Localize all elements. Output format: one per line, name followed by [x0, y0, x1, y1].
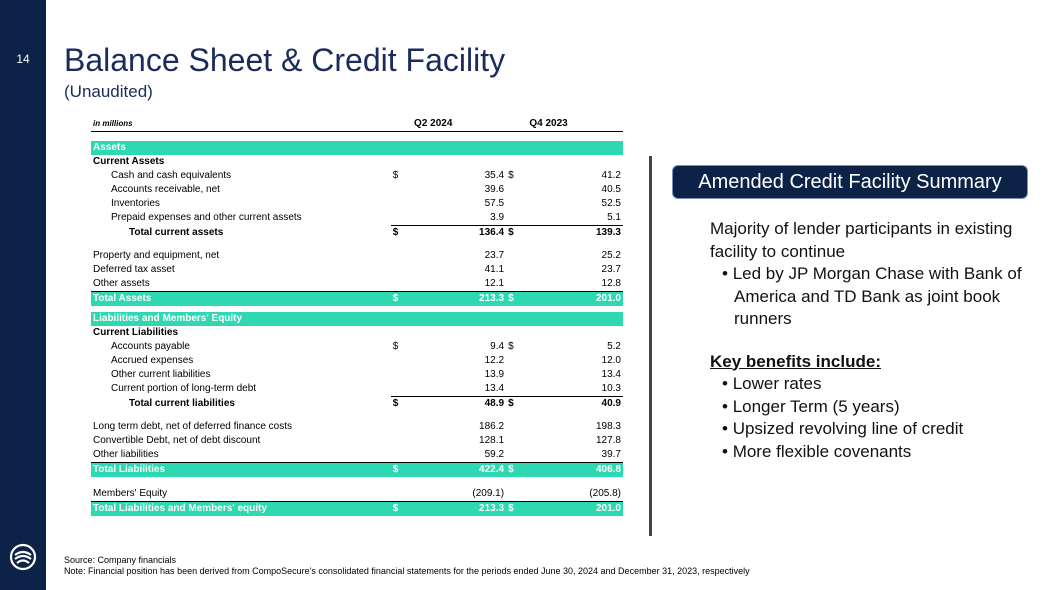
col-header-q4-2023: Q4 2023 — [527, 117, 623, 132]
sidebar-band — [0, 0, 46, 590]
benefit-bullets — [710, 373, 1030, 463]
table-row: Other current liabilities 13.9 13.4 — [111, 369, 621, 380]
unit-label: in millions — [91, 117, 391, 132]
credit-facility-body — [710, 218, 1030, 463]
table-row: Total current liabilities $ 48.9 $ 40.9 — [129, 397, 621, 409]
financial-note: Note: Financial position has been derived from CompoSecure's consolidated financial statements for the periods ended June 30, 2024 and December 31, 2023, respectively — [64, 566, 750, 576]
intro-bullets — [710, 263, 1030, 331]
col-header-q2-2024: Q2 2024 — [412, 117, 506, 132]
page-subtitle: (Unaudited) — [64, 82, 153, 101]
table-row: Accounts payable $ 9.4 $ 5.2 — [111, 341, 621, 352]
credit-facility-header: Amended Credit Facility Summary — [672, 165, 1028, 199]
table-row: Property and equipment, net 23.7 25.2 — [93, 250, 621, 261]
intro-text: Majority of lender participants in existing facility to continue — [710, 219, 1013, 261]
section-band-assets: Assets — [91, 141, 623, 155]
table-row: Current Liabilities — [93, 327, 179, 338]
list-item: • Led by JP Morgan Chase with Bank of America and TD Bank as joint book runners — [710, 263, 1030, 331]
table-row: Inventories 57.5 52.5 — [111, 198, 621, 209]
table-row: Prepaid expenses and other current assets 3.9 5.1 — [91, 211, 623, 226]
page-number: 14 — [16, 52, 30, 66]
page-title: Balance Sheet & Credit Facility — [64, 42, 506, 78]
table-row: Accounts receivable, net 39.6 40.5 — [111, 184, 621, 195]
key-benefits-heading: Key benefits include: — [710, 351, 881, 371]
list-item: • Upsized revolving line of credit — [710, 418, 1030, 441]
table-row: Deferred tax asset 41.1 23.7 — [93, 264, 621, 275]
list-item: • Lower rates — [710, 373, 1030, 396]
table-row: Other assets 12.1 12.8 — [91, 277, 623, 292]
vertical-divider — [649, 156, 652, 536]
list-item: • More flexible covenants — [710, 441, 1030, 464]
table-row: Cash and cash equivalents $ 35.4 $ 41.2 — [111, 170, 621, 181]
table-row: Current Assets — [93, 156, 165, 167]
balance-sheet-table — [91, 117, 623, 516]
section-band-liabilities: Liabilities and Members' Equity — [91, 312, 623, 326]
table-row: Other liabilities 59.2 39.7 — [91, 448, 623, 463]
total-liabilities-equity-row: Total Liabilities and Members' equity $ 213.3 $ 201.0 — [93, 503, 621, 514]
table-header-row — [91, 117, 623, 132]
source-note: Source: Company financials — [64, 555, 177, 565]
footnotes — [64, 555, 750, 577]
table-row: Members' Equity (209.1) (205.8) — [91, 487, 623, 502]
table-row: Current portion of long-term debt 13.4 10.3 — [91, 382, 623, 397]
table-row: Total current assets $ 136.4 $ 139.3 — [129, 226, 621, 238]
list-item: • Longer Term (5 years) — [710, 396, 1030, 419]
table-row: Convertible Debt, net of debt discount 128.1 127.8 — [93, 435, 621, 446]
table-row: Long term debt, net of deferred finance costs 186.2 198.3 — [93, 421, 621, 432]
table-row: Accrued expenses 12.2 12.0 — [111, 355, 621, 366]
total-assets-row: Total Assets $ 213.3 $ 201.0 — [93, 293, 621, 304]
compo-logo-icon — [9, 543, 37, 571]
total-liabilities-row: Total Liabilities $ 422.4 $ 406.8 — [93, 464, 621, 475]
